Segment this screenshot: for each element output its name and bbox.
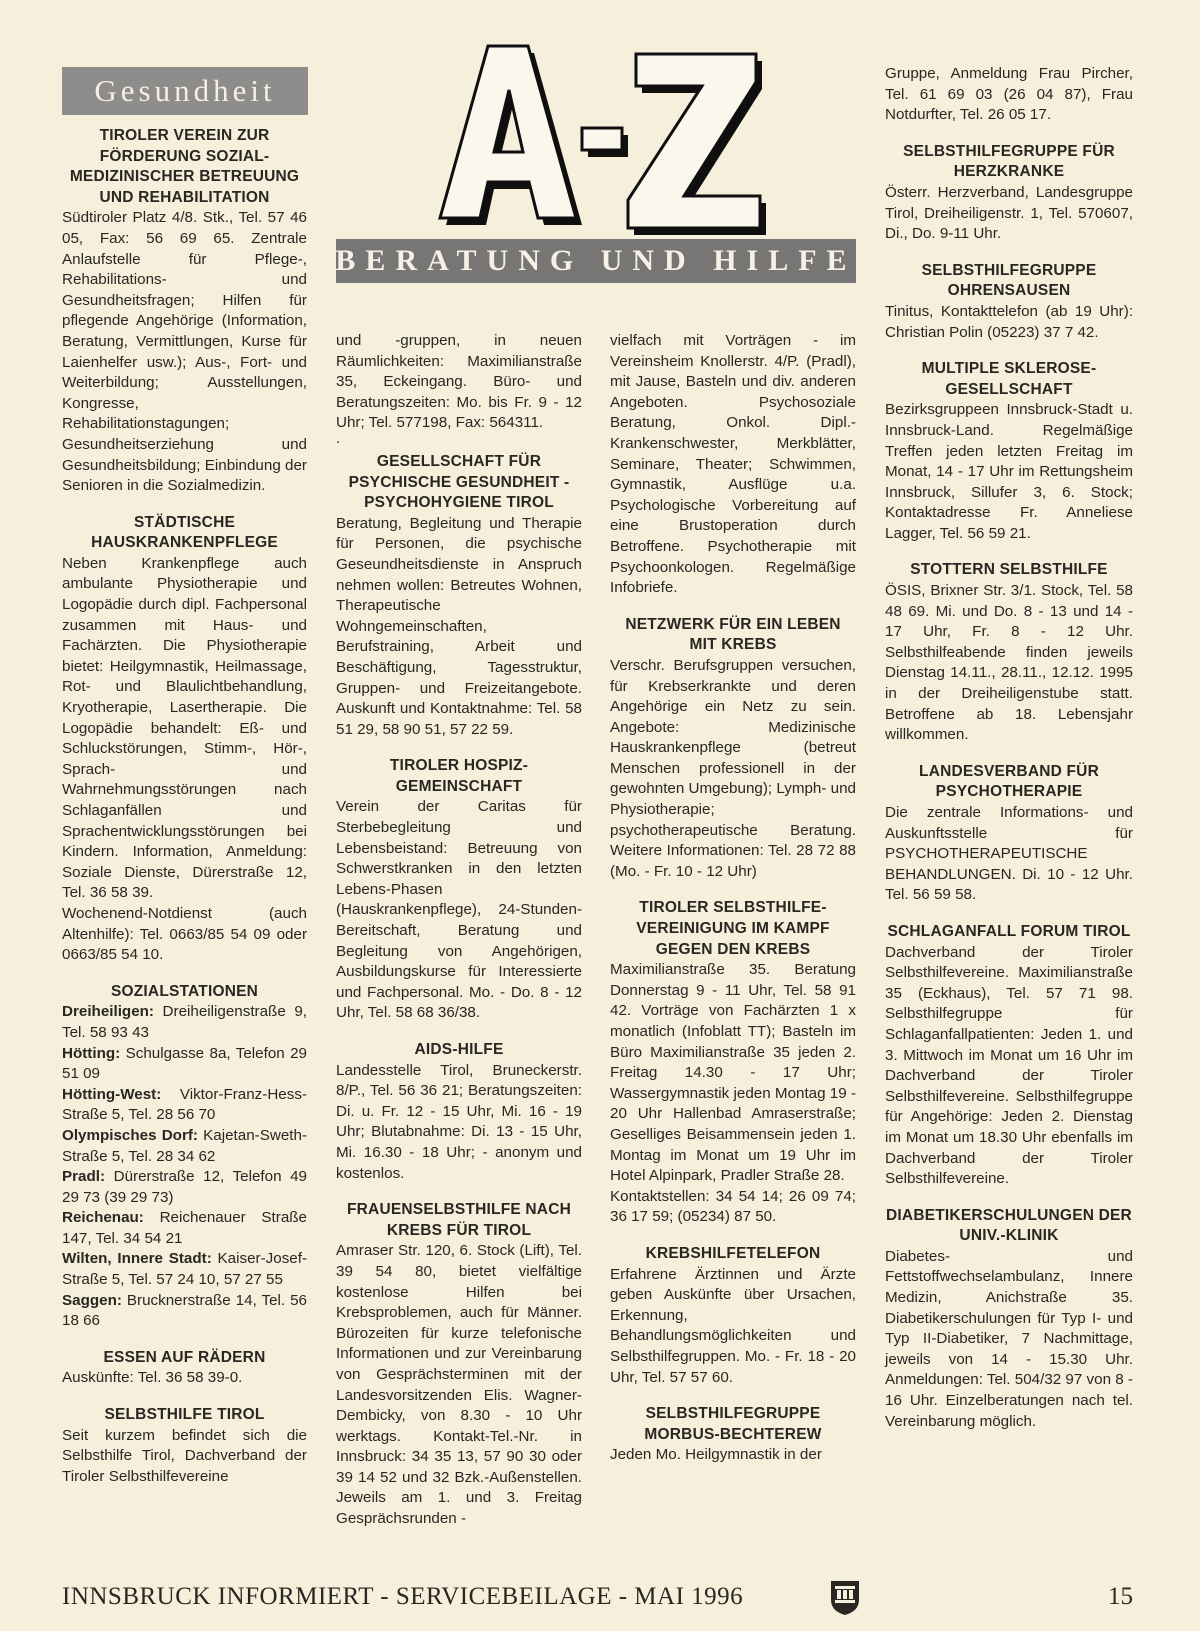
entry-title: TIROLER VEREIN ZUR FÖRDERUNG SOZIAL-MEDIZINISCHER BETREUUNG UND REHABILITATION xyxy=(69,127,300,206)
entry-title: SELBSTHILFEGRUPPE MORBUS-BECHTEREW xyxy=(644,1405,822,1443)
entry-title: GESELLSCHAFT FÜR PSYCHISCHE GESUNDHEIT - PSYCHOHYGIENE TIROL xyxy=(348,452,570,512)
az-logo xyxy=(430,5,790,254)
entry-title: DIABETIKERSCHULUNGEN DER UNIV.-KLINIK xyxy=(886,1206,1132,1245)
station-text: Kaiser-Josef-Straße 5, Tel. 57 24 10, 57 27 55 xyxy=(62,1250,308,1289)
entry-netzwerk-krebs xyxy=(610,615,856,883)
section-label-text: Gesundheit xyxy=(94,73,276,108)
station-text: Dreiheiligenstraße 9, Tel. 58 93 43 xyxy=(62,1003,307,1041)
entry-title: SELBSTHILFE TIROL xyxy=(104,1406,265,1424)
entry-morbus-bechterew xyxy=(610,1404,856,1466)
entry-sozialstationen xyxy=(62,982,307,1332)
station-text: Schulgasse 8a, Telefon 29 51 09 xyxy=(62,1044,307,1083)
entry-body: vielfach mit Vorträgen - im Vereinsheim Knollerstr. 4/P. (Pradl), mit Jause, Basteln und div. anderen Angeboten. Psychosoziale Beratung, Onkol. Dipl.-Krankenschwester, Merkblätter, Seminare, Theater; Schwimmen, Gymnastik, Ausflüge u.a. Psychologische Vorbereitung auf eine Brustoperation durch Betroffene. Psychotherapie mit Psychoonkologen. Regelmäßige Infobriefe. xyxy=(610,332,856,597)
entry-ohrensausen xyxy=(885,261,1133,343)
entry-body: Südtiroler Platz 4/8. Stk., Tel. 57 46 05, Fax: 56 69 65. Zentrale Anlaufstelle für Pflege-, Rehabilitations- und Gesundheitsfragen; Hilfen für pflegende Angehörige (Information, Beratung, Vermittlungen, Kurse für Laienhelfer usw.); Aus-, Fort- und Weiterbildung; Ausstellungen, Kongresse, Rehabilitationstagungen; Gesundheitserziehung und Gesundheitsbildung; Einbindung der Senioren in die Sozialmedizin. xyxy=(62,209,307,495)
entry-body: Seit kurzem befindet sich die Selbsthilfe Tirol, Dachverband der Tiroler Selbsthilfevereine xyxy=(62,1426,307,1485)
entry-body: ÖSIS, Brixner Str. 3/1. Stock, Tel. 58 48 69. Mi. und Do. 8 - 13 und 14 - 17 Uhr, Fr. 8 - 12 Uhr. Selbsthilfeabende finden jeweils Dienstag 14.11., 28.11., 12.12. 1995 in der Dreiheiligenstube statt. Betroffene ab 18. Lebensjahr willkommen. xyxy=(885,582,1133,744)
station-name: Pradl: xyxy=(62,1168,106,1186)
entry-continuation xyxy=(885,64,1133,126)
entry-body: Verein der Caritas für Sterbebegleitung und Lebensbeistand: Betreuung von Schwerstkranken in den letzten Lebens-Phasen (Hauskrankenpflege), 24-Stunden-Bereitschaft, Beratung und Begleitung von Angehörigen, Ausbildungskurse für Interessierte und Fachpersonal. Mo. - Do. 8 - 12 Uhr, Tel. 58 68 36/38. xyxy=(336,798,582,1022)
station-text: Brucknerstraße 14, Tel. 56 18 66 xyxy=(62,1291,307,1330)
entry-body: Verschr. Berufsgruppen versuchen, für Krebserkrankte und deren Angehörige ein Netz zu sein. Angebote: Medizinische Hauskrankenpflege (betreut Menschen professionell in der gewohnten Umgebung); Lymph- und Physiotherapie; psychotherapeutische Beratung. Weitere Informationen: Tel. 28 72 88 (Mo. - Fr. 10 - 12 Uhr) xyxy=(610,656,856,880)
entry-schlaganfall xyxy=(885,922,1133,1190)
entry-title: LANDESVERBAND FÜR PSYCHOTHERAPIE xyxy=(919,762,1099,801)
station-text: Reichenauer Straße 147, Tel. 34 54 21 xyxy=(62,1209,307,1247)
entry-body: Maximilianstraße 35. Beratung Donnerstag 9 - 11 Uhr, Tel. 58 91 42. Vorträge von Fachärzten 1 x monatlich (Infoblatt TT); Basteln im Büro Maximilianstraße 35 jeden 2. Freitag 14.30 - 17 Uhr; Wassergymnastik jeden Montag 19 - 20 Uhr Hallenbad Amraserstraße; Geselliges Beisammensein jeden 1. Montag im Monat um 19 Uhr im Hotel Alpinpark, Pradler Straße 28. xyxy=(610,961,856,1185)
section-label xyxy=(62,67,308,115)
entry-selbsthilfe-tirol xyxy=(62,1405,307,1487)
entry-body: Die zentrale Informations- und Auskunftsstelle für PSYCHOTHERAPEUTISCHE BEHANDLUNGEN. Di. 10 - 12 Uhr. Tel. 56 59 58. xyxy=(885,804,1133,904)
station-name: Dreiheiligen: xyxy=(62,1003,154,1021)
column-2 xyxy=(336,331,582,1546)
subtitle-text: BERATUNG UND HILFE xyxy=(335,244,857,277)
entry-diabetiker xyxy=(885,1206,1133,1433)
entry-title: FRAUENSELBSTHILFE NACH KREBS FÜR TIROL xyxy=(347,1201,571,1239)
entry-body: Dachverband der Tiroler Selbsthilfevereine. Maximilianstraße 35 (Eckhaus), Tel. 57 71 98. Selbsthilfegruppe für Schlaganfallpatienten: Jeden 1. und 3. Mittwoch im Monat um 16 Uhr im Dachverband der Tiroler Selbsthilfevereine. Selbsthilfegruppe für Angehörige: Jeden 2. Dienstag im Monat um 18.30 Uhr ebenfalls im Dachverband der Tiroler Selbsthilfevereine. xyxy=(885,943,1133,1188)
entry-stottern xyxy=(885,560,1133,745)
subtitle-bar xyxy=(336,239,856,283)
entry-title: STOTTERN SELBSTHILFE xyxy=(910,561,1108,579)
station-row xyxy=(62,1126,307,1167)
entry-essen-auf-raedern xyxy=(62,1348,307,1389)
entry-title: AIDS-HILFE xyxy=(414,1041,504,1058)
entry-title: SELBSTHILFEGRUPPE OHRENSAUSEN xyxy=(921,261,1097,300)
entry-body: Erfahrene Ärztinnen und Ärzte geben Auskünfte über Ursachen, Erkennung, Behandlungsmöglichkeiten und Selbsthilfegruppen. Mo. - Fr. 18 - 20 Uhr, Tel. 57 57 60. xyxy=(610,1265,856,1386)
separator-dot: . xyxy=(336,429,341,447)
entry-title: SOZIALSTATIONEN xyxy=(110,982,259,1000)
station-row xyxy=(62,1085,307,1126)
entry-title: TIROLER HOSPIZ-GEMEINSCHAFT xyxy=(389,757,529,795)
entry-psychotherapie xyxy=(885,762,1133,906)
station-row xyxy=(62,1002,307,1043)
entry-body: und -gruppen, in neuen Räumlichkeiten: Maximilianstraße 35, Eckeingang. Büro- und Beratungszeiten: Mo. bis Fr. 9 - 12 Uhr; Tel. 577198, Fax: 564311. xyxy=(336,332,582,432)
footer-text: INNSBRUCK INFORMIERT - SERVICEBEILAGE - MAI 1996 xyxy=(62,1583,744,1610)
station-row xyxy=(62,1249,307,1290)
entry-title: STÄDTISCHE HAUSKRANKENPFLEGE xyxy=(91,513,278,552)
entry-title: KREBSHILFETELEFON xyxy=(645,1244,821,1262)
entry-body: Jeden Mo. Heilgymnastik in der xyxy=(610,1446,822,1464)
entry-krebshilfetelefon xyxy=(610,1244,856,1388)
entry-body-kontakt: Kontaktstellen: 34 54 14; 26 09 74; 36 17 59; (05234) 87 50. xyxy=(610,1187,856,1226)
column-1 xyxy=(62,126,307,1503)
entry-body-notdienst: Wochenend-Notdienst (auch Altenhilfe): Tel. 0663/85 54 09 oder 0663/85 54 10. xyxy=(62,904,307,964)
entry-psychohygiene xyxy=(336,452,582,740)
entry-body: Bezirksgruppeen Innsbruck-Stadt u. Innsbruck-Land. Regelmäßige Treffen jeden letzten Freitag im Monat, 14 - 17 Uhr im Rettungsheim Innsbruck, Sillufer 3, 6. Stock; Kontaktadresse Fr. Anneliese Lagger, Tel. 56 59 21. xyxy=(885,401,1133,542)
entry-body: Österr. Herzverband, Landesgruppe Tirol, Dreiheiligenstr. 1, Tel. 570607, Di., Do. 9-11 Uhr. xyxy=(885,183,1133,243)
station-name: Wilten, Innere Stadt: xyxy=(62,1250,212,1268)
entry-body: Beratung, Begleitung und Therapie für Personen, die psychische Geseundheitsdienste in Anspruch nehmen wollen: Betreutes Wohnen, Therapeutische Wohngemeinschaften, Berufstraining, Arbeit und Beschäftigung, Tagesstruktur, Gruppen- und Freizeitangebote. Auskunft und Kontaktnahme: Tel. 58 51 29, 58 90 51, 57 22 59. xyxy=(336,514,582,738)
station-row xyxy=(62,1167,307,1208)
crest-icon xyxy=(828,1578,862,1616)
station-text: Viktor-Franz-Hess-Straße 5, Tel. 28 56 70 xyxy=(62,1085,307,1124)
entry-title: MULTIPLE SKLEROSE-GESELLSCHAFT xyxy=(921,360,1097,398)
entry-multiple-sklerose xyxy=(885,359,1133,544)
station-text: Kajetan-Sweth-Straße 5, Tel. 28 34 62 xyxy=(62,1126,307,1165)
station-name: Olympisches Dorf: xyxy=(62,1126,198,1144)
entry-hauskrankenpflege xyxy=(62,513,307,966)
entry-continuation xyxy=(336,331,582,448)
entry-title: TIROLER SELBSTHILFE-VEREINIGUNG IM KAMPF GEGEN DEN KREBS xyxy=(636,899,830,958)
station-row xyxy=(62,1044,307,1085)
station-text: Dürerstraße 12, Telefon 49 29 73 (39 29 73) xyxy=(62,1168,307,1206)
station-row xyxy=(62,1291,307,1332)
entry-body: Amraser Str. 120, 6. Stock (Lift), Tel. 39 54 80, bietet vielfältige kostenlose Hilfen bei Krebsproblemen, auch für Männer. Bürozeiten für kurze telefonische Informationen und zur Vereinbarung von Gesprächsterminen mit der Landesvorsitzenden Elis. Wagner-Dembicky, von 8.30 - 10 Uhr werktags. Kontakt-Tel.-Nr. in Innsbruck: 34 35 13, 57 90 30 oder 39 14 52 und 32 Bzk.-Außenstellen. Jeweils am 1. und 3. Freitag Gesprächsrunden - xyxy=(336,1242,582,1528)
station-name: Saggen: xyxy=(62,1291,122,1309)
column-4 xyxy=(885,64,1133,1448)
az-logo-text: A-Z xyxy=(430,5,456,22)
station-name: Hötting: xyxy=(62,1044,121,1062)
entry-title: SELBSTHILFEGRUPPE FÜR HERZKRANKE xyxy=(903,142,1115,181)
entry-body: Tinitus, Kontakttelefon (ab 19 Uhr): Christian Polin (05223) 37 7 42. xyxy=(885,302,1133,341)
entry-title: ESSEN AUF RÄDERN xyxy=(103,1348,266,1366)
entry-aids-hilfe xyxy=(336,1040,582,1184)
entry-body: Landesstelle Tirol, Bruneckerstr. 8/P., Tel. 56 36 21; Beratungszeiten: Di. u. Fr. 12 - 15 Uhr, Mi. 16 - 19 Uhr; Blutabnahme: Di. 13 - 15 Uhr, Mi. 16.30 - 18 Uhr; - anonym und kostenlos. xyxy=(336,1061,582,1182)
entry-verein-sozialmedizin xyxy=(62,126,307,497)
entry-body: Neben Krankenpflege auch ambulante Physiotherapie und Logopädie durch dipl. Fachpersonal zusammen mit Haus- und Fachärzten. Die Physiotherapie bietet: Heilgymnastik, Heilmassage, Rot- und Blaulichtbehandlung, Kryotherapie, Lasertherapie. Die Logopädie behandelt: Eß- und Schluckstörungen, Stimm-, Hör-, Sprach- und Wahrnehmungsstörungen nach Schlaganfällen und Sprachentwicklungsstörungen bei Kindern. Information, Anmeldung: Soziale Dienste, Dürerstraße 12, Tel. 36 58 39. xyxy=(62,554,307,902)
entry-body: Gruppe, Anmeldung Frau Pircher, Tel. 61 69 03 (26 04 87), Frau Notdurfter, Tel. 26 05 17. xyxy=(885,65,1133,124)
entry-title: NETZWERK FÜR EIN LEBEN MIT KREBS xyxy=(625,615,841,654)
entry-selbsthilfevereinigung-krebs xyxy=(610,898,856,1228)
entry-title: SCHLAGANFALL FORUM TIROL xyxy=(887,922,1131,940)
entry-continuation xyxy=(610,331,856,599)
page-number: 15 xyxy=(1108,1583,1133,1610)
entry-hospiz xyxy=(336,756,582,1024)
entry-body: Auskünfte: Tel. 36 58 39-0. xyxy=(62,1369,243,1387)
column-3 xyxy=(610,331,856,1482)
entry-frauenselbsthilfe xyxy=(336,1200,582,1530)
station-name: Hötting-West: xyxy=(62,1085,162,1103)
station-row xyxy=(62,1208,307,1249)
entry-body: Diabetes- und Fettstoffwechselambulanz, Innere Medizin, Anichstraße 35. Diabetikerschulungen für Typ I- und Typ II-Diabetiker, 7 Nachmittage, jeweils von 14 - 15.30 Uhr. Anmeldungen: Tel. 504/32 97 von 8 - 16 Uhr. Einzelberatungen nach tel. Vereinbarung möglich. xyxy=(885,1247,1133,1430)
entry-herzkranke xyxy=(885,142,1133,245)
station-name: Reichenau: xyxy=(62,1209,144,1227)
